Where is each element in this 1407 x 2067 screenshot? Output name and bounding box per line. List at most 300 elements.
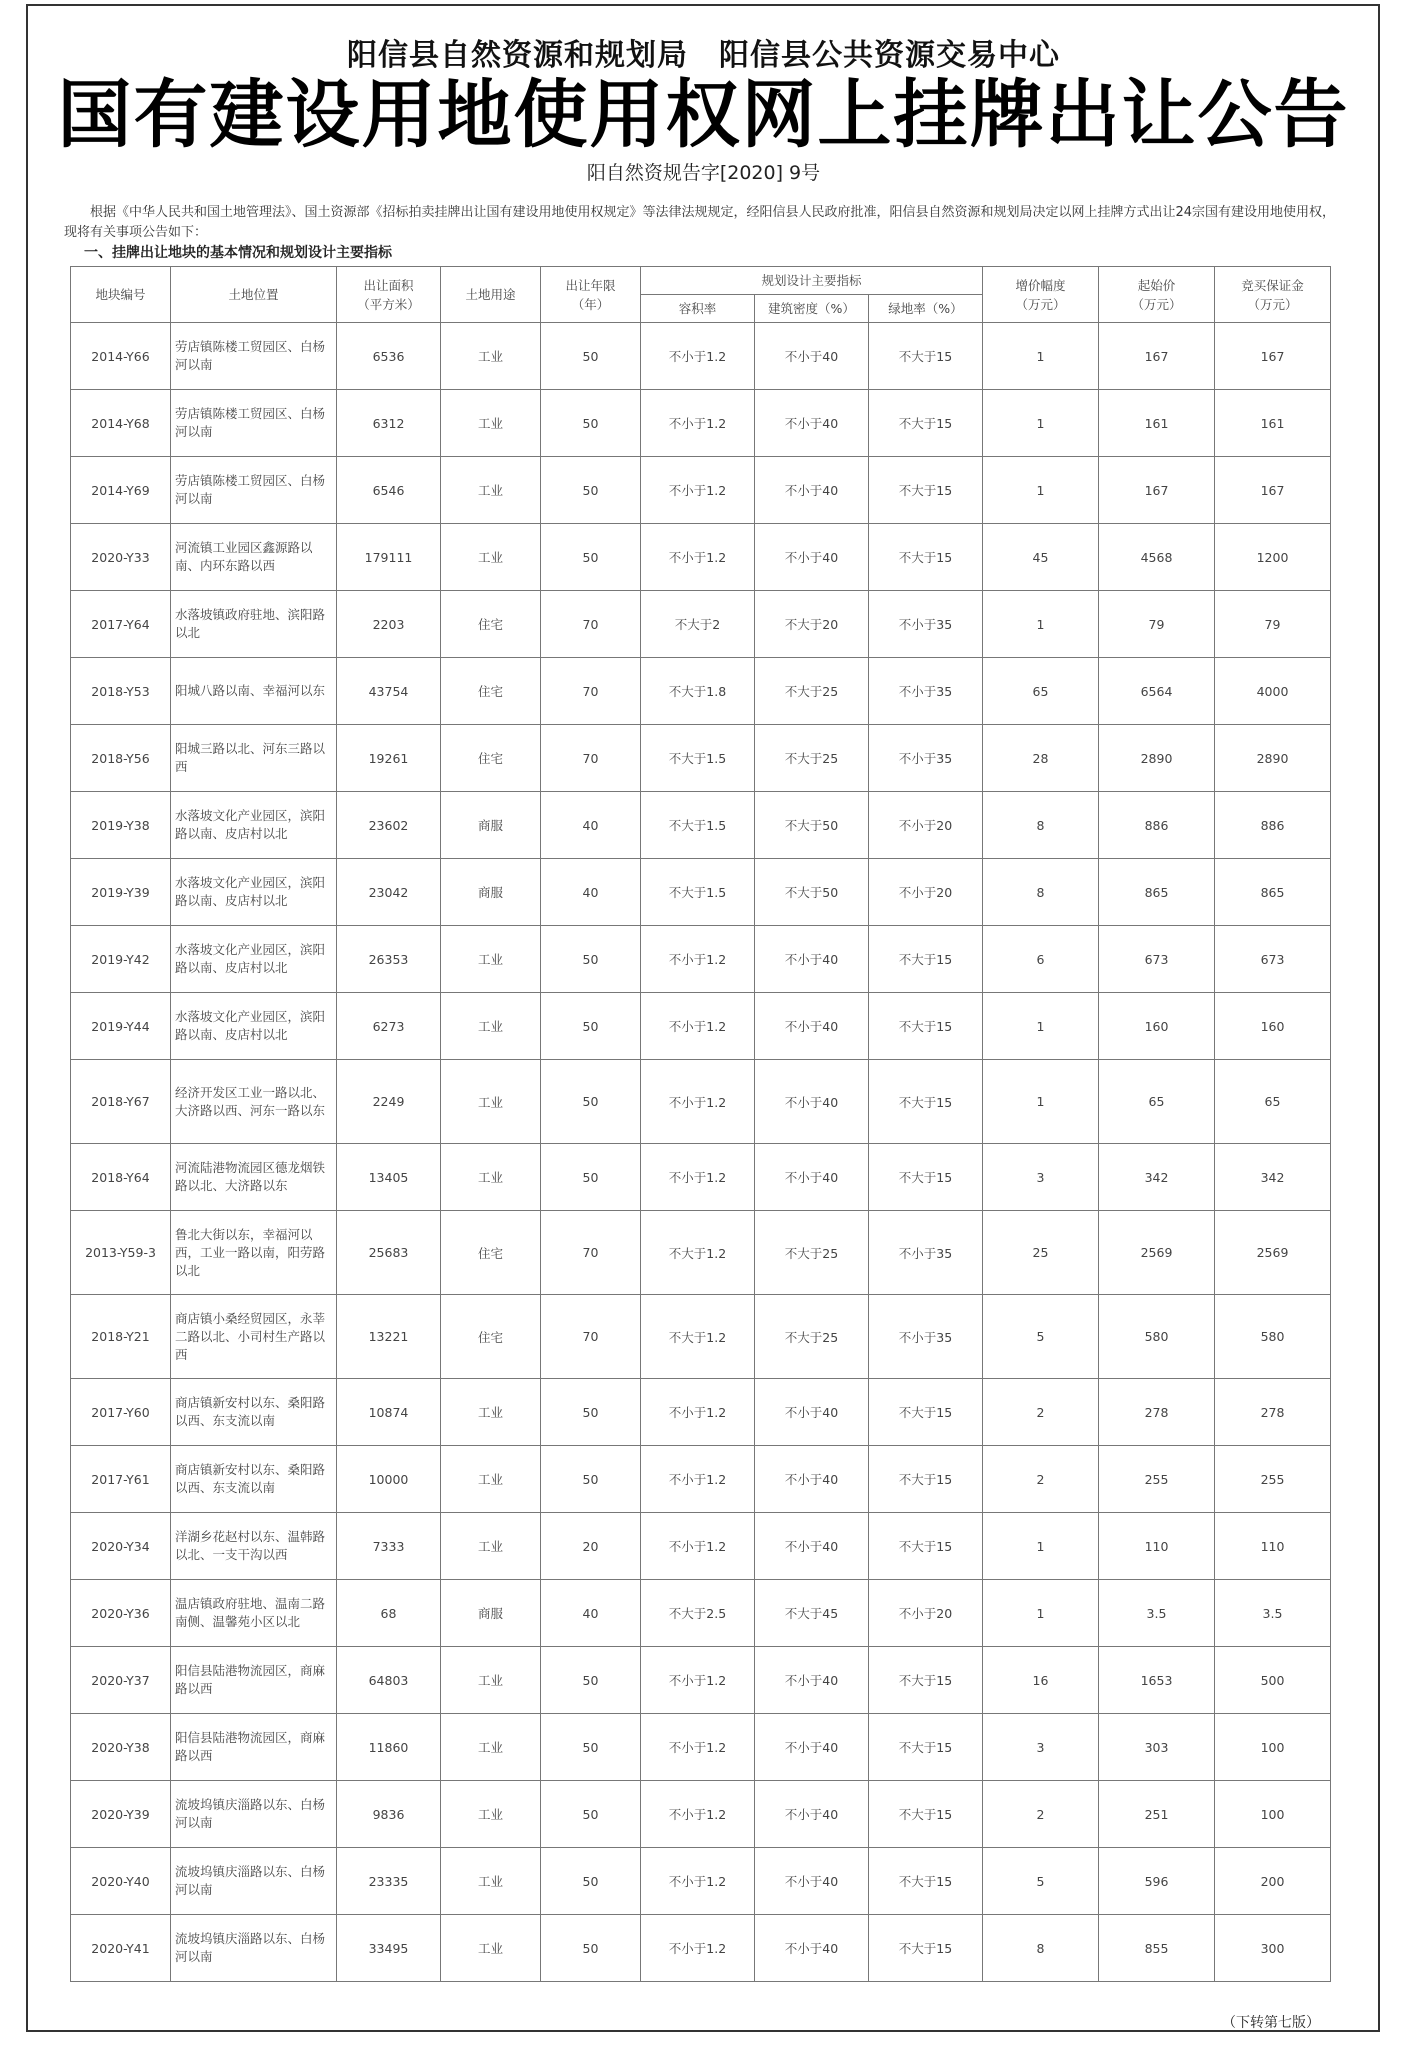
- cell-term: 50: [541, 993, 641, 1060]
- cell-increment: 1: [983, 1513, 1099, 1580]
- cell-density: 不大于25: [755, 1211, 869, 1295]
- cell-increment: 3: [983, 1144, 1099, 1211]
- cell-far: 不大于2.5: [641, 1580, 755, 1647]
- cell-area: 9836: [337, 1781, 441, 1848]
- cell-location: 水落坡文化产业园区，滨阳路以南、皮店村以北: [171, 926, 337, 993]
- cell-parcel-id: 2019-Y44: [71, 993, 171, 1060]
- cell-increment: 2: [983, 1379, 1099, 1446]
- cell-term: 50: [541, 1060, 641, 1144]
- table-row: [71, 591, 1331, 658]
- cell-density: 不大于25: [755, 725, 869, 792]
- cell-density: 不大于25: [755, 658, 869, 725]
- cell-parcel-id: 2020-Y39: [71, 1781, 171, 1848]
- header-density: 建筑密度（%）: [755, 295, 869, 323]
- cell-green: 不大于15: [869, 1848, 983, 1915]
- cell-use: 工业: [441, 1647, 541, 1714]
- cell-term: 50: [541, 1848, 641, 1915]
- cell-location: 劳店镇陈楼工贸园区、白杨河以南: [171, 323, 337, 390]
- cell-use: 工业: [441, 1915, 541, 1982]
- header-parcel-id: 地块编号: [71, 267, 171, 323]
- cell-term: 50: [541, 457, 641, 524]
- cell-green: 不小于35: [869, 725, 983, 792]
- cell-use: 工业: [441, 390, 541, 457]
- cell-location: 流坡坞镇庆淄路以东、白杨河以南: [171, 1915, 337, 1982]
- cell-use: 住宅: [441, 1295, 541, 1379]
- cell-deposit: 342: [1215, 1144, 1331, 1211]
- cell-far: 不小于1.2: [641, 1144, 755, 1211]
- cell-deposit: 580: [1215, 1295, 1331, 1379]
- cell-far: 不大于1.8: [641, 658, 755, 725]
- cell-location: 水落坡镇政府驻地、滨阳路以北: [171, 591, 337, 658]
- cell-area: 64803: [337, 1647, 441, 1714]
- cell-deposit: 4000: [1215, 658, 1331, 725]
- cell-deposit: 100: [1215, 1714, 1331, 1781]
- cell-start-price: 2569: [1099, 1211, 1215, 1295]
- cell-far: 不小于1.2: [641, 457, 755, 524]
- cell-increment: 1: [983, 993, 1099, 1060]
- cell-use: 商服: [441, 1580, 541, 1647]
- cell-green: 不大于15: [869, 1144, 983, 1211]
- issuing-agencies: 阳信县自然资源和规划局 阳信县公共资源交易中心: [347, 38, 1060, 73]
- cell-use: 住宅: [441, 1211, 541, 1295]
- cell-density: 不大于25: [755, 1295, 869, 1379]
- cell-increment: 1: [983, 1580, 1099, 1647]
- cell-increment: 8: [983, 859, 1099, 926]
- cell-term: 50: [541, 524, 641, 591]
- cell-deposit: 1200: [1215, 524, 1331, 591]
- cell-increment: 8: [983, 1915, 1099, 1982]
- cell-term: 40: [541, 1580, 641, 1647]
- cell-increment: 1: [983, 591, 1099, 658]
- cell-green: 不大于15: [869, 993, 983, 1060]
- cell-parcel-id: 2020-Y37: [71, 1647, 171, 1714]
- cell-increment: 5: [983, 1295, 1099, 1379]
- table-row: [71, 926, 1331, 993]
- cell-far: 不小于1.2: [641, 926, 755, 993]
- cell-location: 河流镇工业园区鑫源路以南、内环东路以西: [171, 524, 337, 591]
- table-row: [71, 658, 1331, 725]
- cell-density: 不小于40: [755, 390, 869, 457]
- cell-parcel-id: 2019-Y38: [71, 792, 171, 859]
- cell-use: 工业: [441, 1714, 541, 1781]
- cell-start-price: 79: [1099, 591, 1215, 658]
- table-row: [71, 1295, 1331, 1379]
- cell-density: 不小于40: [755, 1781, 869, 1848]
- parcel-table-body: [71, 323, 1331, 1982]
- cell-start-price: 303: [1099, 1714, 1215, 1781]
- cell-term: 50: [541, 323, 641, 390]
- cell-parcel-id: 2018-Y67: [71, 1060, 171, 1144]
- cell-start-price: 167: [1099, 457, 1215, 524]
- cell-area: 6273: [337, 993, 441, 1060]
- cell-location: 水落坡文化产业园区，滨阳路以南、皮店村以北: [171, 859, 337, 926]
- cell-increment: 6: [983, 926, 1099, 993]
- header-increment: 增价幅度 （万元）: [983, 267, 1099, 323]
- cell-term: 70: [541, 591, 641, 658]
- cell-density: 不小于40: [755, 1513, 869, 1580]
- cell-density: 不小于40: [755, 1060, 869, 1144]
- cell-area: 23335: [337, 1848, 441, 1915]
- cell-density: 不小于40: [755, 1915, 869, 1982]
- cell-parcel-id: 2020-Y36: [71, 1580, 171, 1647]
- cell-location: 劳店镇陈楼工贸园区、白杨河以南: [171, 390, 337, 457]
- cell-area: 13405: [337, 1144, 441, 1211]
- cell-increment: 3: [983, 1714, 1099, 1781]
- cell-parcel-id: 2018-Y21: [71, 1295, 171, 1379]
- cell-start-price: 4568: [1099, 524, 1215, 591]
- cell-green: 不大于15: [869, 1513, 983, 1580]
- cell-green: 不小于20: [869, 792, 983, 859]
- cell-term: 50: [541, 1647, 641, 1714]
- cell-parcel-id: 2018-Y64: [71, 1144, 171, 1211]
- cell-use: 工业: [441, 1848, 541, 1915]
- table-row: [71, 390, 1331, 457]
- cell-parcel-id: 2014-Y69: [71, 457, 171, 524]
- cell-area: 11860: [337, 1714, 441, 1781]
- cell-parcel-id: 2017-Y60: [71, 1379, 171, 1446]
- cell-green: 不小于35: [869, 1211, 983, 1295]
- cell-deposit: 110: [1215, 1513, 1331, 1580]
- cell-term: 50: [541, 1781, 641, 1848]
- header-area: 出让面积 （平方米）: [337, 267, 441, 323]
- table-row: [71, 1580, 1331, 1647]
- cell-term: 50: [541, 1144, 641, 1211]
- cell-term: 50: [541, 926, 641, 993]
- cell-start-price: 580: [1099, 1295, 1215, 1379]
- cell-location: 阳信县陆港物流园区，商麻路以西: [171, 1647, 337, 1714]
- cell-far: 不小于1.2: [641, 993, 755, 1060]
- cell-increment: 2: [983, 1446, 1099, 1513]
- cell-deposit: 79: [1215, 591, 1331, 658]
- cell-start-price: 161: [1099, 390, 1215, 457]
- cell-use: 工业: [441, 1379, 541, 1446]
- cell-area: 10000: [337, 1446, 441, 1513]
- cell-deposit: 255: [1215, 1446, 1331, 1513]
- cell-term: 50: [541, 1379, 641, 1446]
- cell-increment: 1: [983, 1060, 1099, 1144]
- cell-location: 经济开发区工业一路以北、大济路以西、河东一路以东: [171, 1060, 337, 1144]
- cell-density: 不大于45: [755, 1580, 869, 1647]
- table-row: [71, 323, 1331, 390]
- cell-start-price: 865: [1099, 859, 1215, 926]
- cell-green: 不小于20: [869, 859, 983, 926]
- cell-location: 劳店镇陈楼工贸园区、白杨河以南: [171, 457, 337, 524]
- cell-density: 不大于50: [755, 859, 869, 926]
- table-row: [71, 1647, 1331, 1714]
- cell-start-price: 2890: [1099, 725, 1215, 792]
- cell-start-price: 65: [1099, 1060, 1215, 1144]
- cell-area: 6546: [337, 457, 441, 524]
- cell-location: 流坡坞镇庆淄路以东、白杨河以南: [171, 1781, 337, 1848]
- cell-parcel-id: 2020-Y38: [71, 1714, 171, 1781]
- cell-increment: 5: [983, 1848, 1099, 1915]
- cell-area: 6536: [337, 323, 441, 390]
- cell-green: 不大于15: [869, 1379, 983, 1446]
- cell-term: 70: [541, 658, 641, 725]
- cell-deposit: 200: [1215, 1848, 1331, 1915]
- cell-start-price: 255: [1099, 1446, 1215, 1513]
- cell-use: 工业: [441, 926, 541, 993]
- cell-green: 不大于15: [869, 1647, 983, 1714]
- table-row: [71, 1211, 1331, 1295]
- cell-term: 50: [541, 1446, 641, 1513]
- cell-green: 不大于15: [869, 457, 983, 524]
- cell-increment: 1: [983, 390, 1099, 457]
- cell-start-price: 342: [1099, 1144, 1215, 1211]
- cell-deposit: 167: [1215, 457, 1331, 524]
- cell-start-price: 160: [1099, 993, 1215, 1060]
- cell-green: 不大于15: [869, 1060, 983, 1144]
- cell-density: 不小于40: [755, 1647, 869, 1714]
- cell-far: 不小于1.2: [641, 1647, 755, 1714]
- cell-green: 不小于35: [869, 658, 983, 725]
- cell-location: 商店镇新安村以东、桑阳路以西、东支流以南: [171, 1446, 337, 1513]
- header-far: 容积率: [641, 295, 755, 323]
- cell-increment: 8: [983, 792, 1099, 859]
- table-row: [71, 859, 1331, 926]
- cell-far: 不小于1.2: [641, 323, 755, 390]
- cell-term: 70: [541, 1295, 641, 1379]
- cell-green: 不大于15: [869, 390, 983, 457]
- cell-increment: 65: [983, 658, 1099, 725]
- cell-parcel-id: 2020-Y40: [71, 1848, 171, 1915]
- cell-start-price: 110: [1099, 1513, 1215, 1580]
- cell-location: 商店镇新安村以东、桑阳路以西、东支流以南: [171, 1379, 337, 1446]
- cell-term: 50: [541, 1915, 641, 1982]
- cell-green: 不大于15: [869, 1714, 983, 1781]
- cell-area: 6312: [337, 390, 441, 457]
- header-use: 土地用途: [441, 267, 541, 323]
- table-row: [71, 993, 1331, 1060]
- cell-far: 不大于1.2: [641, 1295, 755, 1379]
- cell-deposit: 673: [1215, 926, 1331, 993]
- cell-parcel-id: 2018-Y56: [71, 725, 171, 792]
- cell-start-price: 855: [1099, 1915, 1215, 1982]
- cell-green: 不大于15: [869, 524, 983, 591]
- cell-use: 工业: [441, 524, 541, 591]
- cell-term: 40: [541, 792, 641, 859]
- cell-far: 不小于1.2: [641, 1513, 755, 1580]
- cell-location: 阳信县陆港物流园区，商麻路以西: [171, 1714, 337, 1781]
- cell-location: 鲁北大街以东，幸福河以西，工业一路以南，阳劳路以北: [171, 1211, 337, 1295]
- cell-area: 19261: [337, 725, 441, 792]
- cell-parcel-id: 2017-Y61: [71, 1446, 171, 1513]
- cell-use: 住宅: [441, 591, 541, 658]
- cell-green: 不小于35: [869, 591, 983, 658]
- cell-location: 水落坡文化产业园区，滨阳路以南、皮店村以北: [171, 792, 337, 859]
- cell-term: 20: [541, 1513, 641, 1580]
- cell-use: 商服: [441, 859, 541, 926]
- cell-location: 阳城三路以北、河东三路以西: [171, 725, 337, 792]
- cell-increment: 2: [983, 1781, 1099, 1848]
- cell-far: 不大于2: [641, 591, 755, 658]
- cell-term: 50: [541, 1714, 641, 1781]
- table-row: [71, 457, 1331, 524]
- cell-start-price: 251: [1099, 1781, 1215, 1848]
- cell-area: 25683: [337, 1211, 441, 1295]
- cell-far: 不小于1.2: [641, 390, 755, 457]
- cell-parcel-id: 2019-Y42: [71, 926, 171, 993]
- cell-area: 23602: [337, 792, 441, 859]
- cell-parcel-id: 2017-Y64: [71, 591, 171, 658]
- header-location: 土地位置: [171, 267, 337, 323]
- cell-parcel-id: 2014-Y68: [71, 390, 171, 457]
- cell-increment: 45: [983, 524, 1099, 591]
- header-deposit: 竞买保证金 （万元）: [1215, 267, 1331, 323]
- cell-start-price: 278: [1099, 1379, 1215, 1446]
- cell-use: 工业: [441, 993, 541, 1060]
- cell-parcel-id: 2019-Y39: [71, 859, 171, 926]
- cell-far: 不大于1.2: [641, 1211, 755, 1295]
- table-row: [71, 725, 1331, 792]
- cell-area: 10874: [337, 1379, 441, 1446]
- cell-increment: 1: [983, 323, 1099, 390]
- cell-increment: 1: [983, 457, 1099, 524]
- table-row: [71, 1446, 1331, 1513]
- cell-green: 不大于15: [869, 926, 983, 993]
- table-row: [71, 1379, 1331, 1446]
- cell-far: 不小于1.2: [641, 1060, 755, 1144]
- cell-start-price: 6564: [1099, 658, 1215, 725]
- section-heading: 一、挂牌出让地块的基本情况和规划设计主要指标: [84, 245, 392, 261]
- cell-density: 不小于40: [755, 524, 869, 591]
- cell-deposit: 3.5: [1215, 1580, 1331, 1647]
- cell-deposit: 865: [1215, 859, 1331, 926]
- cell-area: 23042: [337, 859, 441, 926]
- cell-green: 不大于15: [869, 1915, 983, 1982]
- cell-location: 阳城八路以南、幸福河以东: [171, 658, 337, 725]
- cell-green: 不小于20: [869, 1580, 983, 1647]
- cell-increment: 25: [983, 1211, 1099, 1295]
- cell-deposit: 160: [1215, 993, 1331, 1060]
- cell-use: 工业: [441, 457, 541, 524]
- cell-deposit: 2569: [1215, 1211, 1331, 1295]
- cell-use: 工业: [441, 323, 541, 390]
- cell-far: 不小于1.2: [641, 1781, 755, 1848]
- cell-use: 工业: [441, 1513, 541, 1580]
- cell-start-price: 167: [1099, 323, 1215, 390]
- cell-term: 50: [541, 390, 641, 457]
- cell-parcel-id: 2020-Y41: [71, 1915, 171, 1982]
- cell-area: 13221: [337, 1295, 441, 1379]
- cell-term: 70: [541, 725, 641, 792]
- cell-area: 33495: [337, 1915, 441, 1982]
- cell-parcel-id: 2020-Y34: [71, 1513, 171, 1580]
- cell-far: 不小于1.2: [641, 1714, 755, 1781]
- cell-far: 不小于1.2: [641, 1446, 755, 1513]
- cell-term: 40: [541, 859, 641, 926]
- header-green: 绿地率（%）: [869, 295, 983, 323]
- cell-area: 26353: [337, 926, 441, 993]
- parcel-table: [70, 266, 1331, 1982]
- cell-area: 179111: [337, 524, 441, 591]
- cell-far: 不大于1.5: [641, 859, 755, 926]
- cell-deposit: 278: [1215, 1379, 1331, 1446]
- cell-location: 水落坡文化产业园区，滨阳路以南、皮店村以北: [171, 993, 337, 1060]
- cell-use: 工业: [441, 1781, 541, 1848]
- table-row: [71, 792, 1331, 859]
- cell-use: 工业: [441, 1446, 541, 1513]
- cell-far: 不小于1.2: [641, 524, 755, 591]
- cell-use: 商服: [441, 792, 541, 859]
- cell-deposit: 300: [1215, 1915, 1331, 1982]
- header-planning-group: 规划设计主要指标: [641, 267, 983, 295]
- cell-density: 不小于40: [755, 926, 869, 993]
- table-row: [71, 1714, 1331, 1781]
- cell-deposit: 100: [1215, 1781, 1331, 1848]
- cell-far: 不大于1.5: [641, 725, 755, 792]
- cell-density: 不小于40: [755, 1379, 869, 1446]
- table-row: [71, 1915, 1331, 1982]
- cell-deposit: 886: [1215, 792, 1331, 859]
- cell-start-price: 1653: [1099, 1647, 1215, 1714]
- cell-green: 不大于15: [869, 1446, 983, 1513]
- cell-use: 住宅: [441, 658, 541, 725]
- page-title: 国有建设用地使用权网上挂牌出让公告: [57, 72, 1350, 158]
- cell-use: 工业: [441, 1060, 541, 1144]
- cell-density: 不小于40: [755, 1144, 869, 1211]
- cell-parcel-id: 2014-Y66: [71, 323, 171, 390]
- table-row: [71, 1060, 1331, 1144]
- cell-area: 2249: [337, 1060, 441, 1144]
- cell-density: 不小于40: [755, 323, 869, 390]
- cell-far: 不小于1.2: [641, 1379, 755, 1446]
- cell-start-price: 886: [1099, 792, 1215, 859]
- cell-location: 温店镇政府驻地、温南二路南侧、温馨苑小区以北: [171, 1580, 337, 1647]
- cell-density: 不小于40: [755, 1714, 869, 1781]
- cell-location: 商店镇小桑经贸园区，永莘二路以北、小司村生产路以西: [171, 1295, 337, 1379]
- cell-density: 不小于40: [755, 457, 869, 524]
- cell-density: 不小于40: [755, 1446, 869, 1513]
- cell-increment: 28: [983, 725, 1099, 792]
- cell-parcel-id: 2020-Y33: [71, 524, 171, 591]
- cell-use: 工业: [441, 1144, 541, 1211]
- header-start-price: 起始价 （万元）: [1099, 267, 1215, 323]
- cell-density: 不大于50: [755, 792, 869, 859]
- cell-increment: 16: [983, 1647, 1099, 1714]
- cell-location: 河流陆港物流园区德龙烟铁路以北、大济路以东: [171, 1144, 337, 1211]
- cell-parcel-id: 2013-Y59-3: [71, 1211, 171, 1295]
- cell-density: 不小于40: [755, 1848, 869, 1915]
- cell-area: 68: [337, 1580, 441, 1647]
- cell-term: 70: [541, 1211, 641, 1295]
- table-row: [71, 1513, 1331, 1580]
- cell-start-price: 3.5: [1099, 1580, 1215, 1647]
- cell-deposit: 65: [1215, 1060, 1331, 1144]
- cell-green: 不大于15: [869, 323, 983, 390]
- cell-density: 不大于20: [755, 591, 869, 658]
- table-row: [71, 1781, 1331, 1848]
- cell-density: 不小于40: [755, 993, 869, 1060]
- table-row: [71, 524, 1331, 591]
- cell-deposit: 2890: [1215, 725, 1331, 792]
- cell-far: 不小于1.2: [641, 1915, 755, 1982]
- table-row: [71, 1144, 1331, 1211]
- cell-area: 43754: [337, 658, 441, 725]
- cell-start-price: 673: [1099, 926, 1215, 993]
- intro-paragraph: 根据《中华人民共和国土地管理法》、国土资源部《招标拍卖挂牌出让国有建设用地使用权规定》等法律法规规定，经阳信县人民政府批准，阳信县自然资源和规划局决定以网上挂牌方式出让24宗国有建设用地使用权，现将有关事项公告如下：: [64, 205, 1336, 240]
- continued-note: （下转第七版）: [1222, 2015, 1320, 2031]
- cell-green: 不小于35: [869, 1295, 983, 1379]
- document-number: 阳自然资规告字[2020] 9号: [586, 162, 821, 184]
- cell-area: 2203: [337, 591, 441, 658]
- cell-deposit: 500: [1215, 1647, 1331, 1714]
- cell-location: 洋湖乡花赵村以东、温韩路以北、一支干沟以西: [171, 1513, 337, 1580]
- cell-far: 不大于1.5: [641, 792, 755, 859]
- cell-use: 住宅: [441, 725, 541, 792]
- cell-deposit: 161: [1215, 390, 1331, 457]
- table-row: [71, 1848, 1331, 1915]
